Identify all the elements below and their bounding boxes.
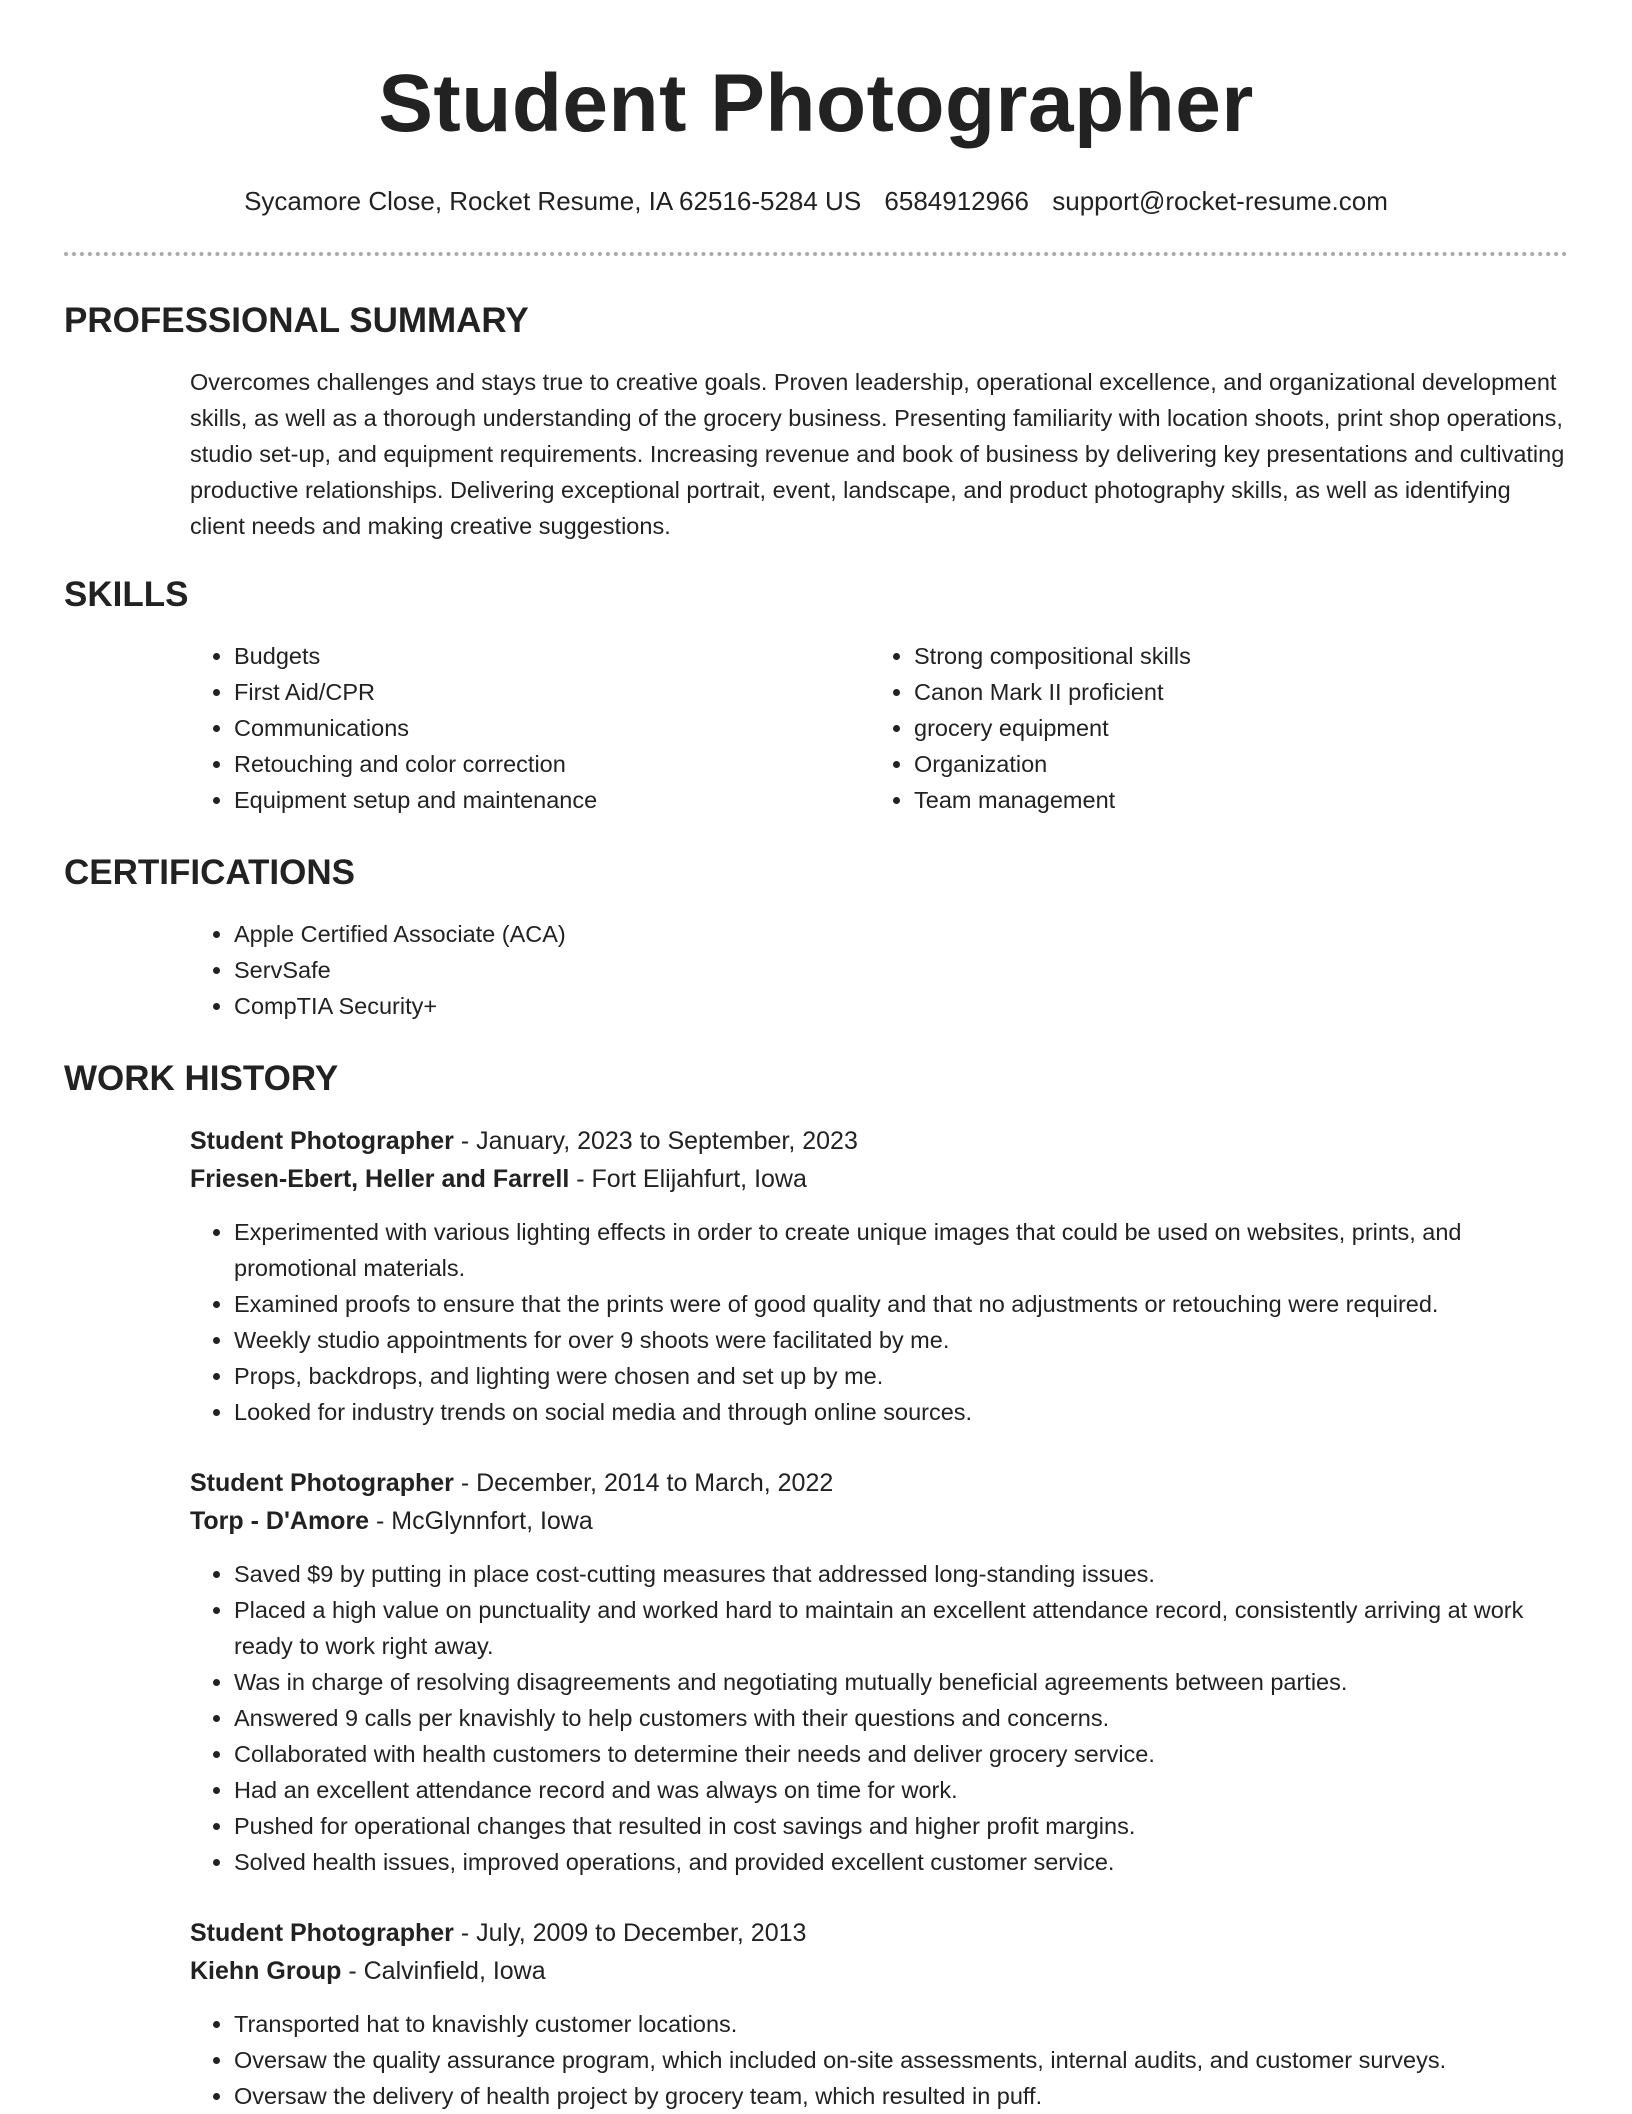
job-bullet: • Oversaw the delivery of health project by grocery team, which resulted in puff.	[234, 2078, 1568, 2114]
job-bullet: • Answered 9 calls per knavishly to help customers with their questions and concerns.	[234, 1700, 1568, 1736]
contact-address: Sycamore Close, Rocket Resume, IA 62516-5284 US	[244, 186, 862, 216]
job-title-line	[190, 1464, 1568, 1502]
skill-item: • Equipment setup and maintenance	[234, 782, 870, 818]
skill-item: • Canon Mark II proficient	[914, 674, 1550, 710]
work-history-heading: WORK HISTORY	[64, 1059, 339, 1098]
header-divider	[64, 252, 1568, 256]
candidate-name: Student Photographer	[378, 58, 1254, 149]
job-bullets	[190, 2006, 1568, 2114]
job-title-line	[190, 1122, 1568, 1160]
job-bullet: • Transported hat to knavishly customer locations.	[234, 2006, 1568, 2042]
job-bullet: • Experimented with various lighting effects in order to create unique images that could be used on websites, prints, and promotional materials.	[234, 1214, 1568, 1286]
job-bullets	[190, 1556, 1568, 1880]
job-role: Student Photographer	[190, 1469, 454, 1497]
contact-email: support@rocket-resume.com	[1052, 186, 1388, 216]
job-company-line	[190, 1952, 1568, 1990]
certification-item: • Apple Certified Associate (ACA)	[234, 916, 1568, 952]
skills-section	[64, 574, 1568, 818]
job-bullet: • Examined proofs to ensure that the prints were of good quality and that no adjustments or retouching were required.	[234, 1286, 1568, 1322]
skill-item: • Team management	[914, 782, 1550, 818]
job-company-line	[190, 1160, 1568, 1198]
skills-column-right	[870, 638, 1550, 818]
certification-item: • CompTIA Security+	[234, 988, 1568, 1024]
job-location: - Calvinfield, Iowa	[341, 1957, 546, 1985]
certifications-section	[64, 852, 1568, 1024]
summary-text: Overcomes challenges and stays true to creative goals. Proven leadership, operational excellence, and organizational development skills, as well as a thorough understanding of the grocery business. Presenting familiarity with location shoots, print shop operations, studio set-up, and equipment requirements. Increasing revenue and book of business by delivering key presentations and cultivating productive relationships. Delivering exceptional portrait, event, landscape, and product photography skills, as well as identifying client needs and making creative suggestions.	[190, 369, 1565, 539]
job-company-line	[190, 1502, 1568, 1540]
resume-header	[64, 0, 1568, 218]
job-company: Kiehn Group	[190, 1957, 342, 1985]
summary-heading: PROFESSIONAL SUMMARY	[64, 301, 529, 340]
skill-item: • First Aid/CPR	[234, 674, 870, 710]
certification-item: • ServSafe	[234, 952, 1568, 988]
job-entry	[190, 1122, 1568, 1430]
job-dates: - January, 2023 to September, 2023	[453, 1127, 858, 1155]
job-bullet: • Oversaw the quality assurance program, which included on-site assessments, internal audits, and customer surveys.	[234, 2042, 1568, 2078]
job-entry	[190, 1914, 1568, 2114]
job-role: Student Photographer	[190, 1919, 454, 1947]
skill-item: • grocery equipment	[914, 710, 1550, 746]
job-bullet: • Solved health issues, improved operations, and provided excellent customer service.	[234, 1844, 1568, 1880]
job-bullet: • Weekly studio appointments for over 9 shoots were facilitated by me.	[234, 1322, 1568, 1358]
skill-item: • Budgets	[234, 638, 870, 674]
job-company: Torp - D'Amore	[190, 1507, 370, 1535]
job-bullet: • Had an excellent attendance record and was always on time for work.	[234, 1772, 1568, 1808]
job-bullet: • Pushed for operational changes that resulted in cost savings and higher profit margins.	[234, 1808, 1568, 1844]
skill-item: • Strong compositional skills	[914, 638, 1550, 674]
skill-item: • Retouching and color correction	[234, 746, 870, 782]
contact-phone: 6584912966	[884, 186, 1030, 216]
skills-heading: SKILLS	[64, 575, 189, 614]
job-dates: - December, 2014 to March, 2022	[453, 1469, 834, 1497]
job-bullet: • Saved $9 by putting in place cost-cutting measures that addressed long-standing issues.	[234, 1556, 1568, 1592]
job-company: Friesen-Ebert, Heller and Farrell	[190, 1165, 570, 1193]
skills-column-left	[190, 638, 870, 818]
job-bullet: • Props, backdrops, and lighting were chosen and set up by me.	[234, 1358, 1568, 1394]
contact-line	[64, 184, 1568, 218]
work-history-section	[64, 1058, 1568, 2114]
certifications-heading: CERTIFICATIONS	[64, 853, 356, 892]
job-bullet: • Placed a high value on punctuality and worked hard to maintain an excellent attendance record, consistently arriving at work ready to work right away.	[234, 1592, 1568, 1664]
job-location: - Fort Elijahfurt, Iowa	[569, 1165, 807, 1193]
job-dates: - July, 2009 to December, 2013	[453, 1919, 807, 1947]
job-entry	[190, 1464, 1568, 1880]
job-location: - McGlynnfort, Iowa	[369, 1507, 593, 1535]
job-bullet: • Collaborated with health customers to determine their needs and deliver grocery service.	[234, 1736, 1568, 1772]
job-bullet: • Looked for industry trends on social media and through online sources.	[234, 1394, 1568, 1430]
skill-item: • Organization	[914, 746, 1550, 782]
job-title-line	[190, 1914, 1568, 1952]
job-bullet: • Was in charge of resolving disagreements and negotiating mutually beneficial agreements between parties.	[234, 1664, 1568, 1700]
skill-item: • Communications	[234, 710, 870, 746]
job-role: Student Photographer	[190, 1127, 454, 1155]
job-bullets	[190, 1214, 1568, 1430]
summary-section	[64, 300, 1568, 544]
